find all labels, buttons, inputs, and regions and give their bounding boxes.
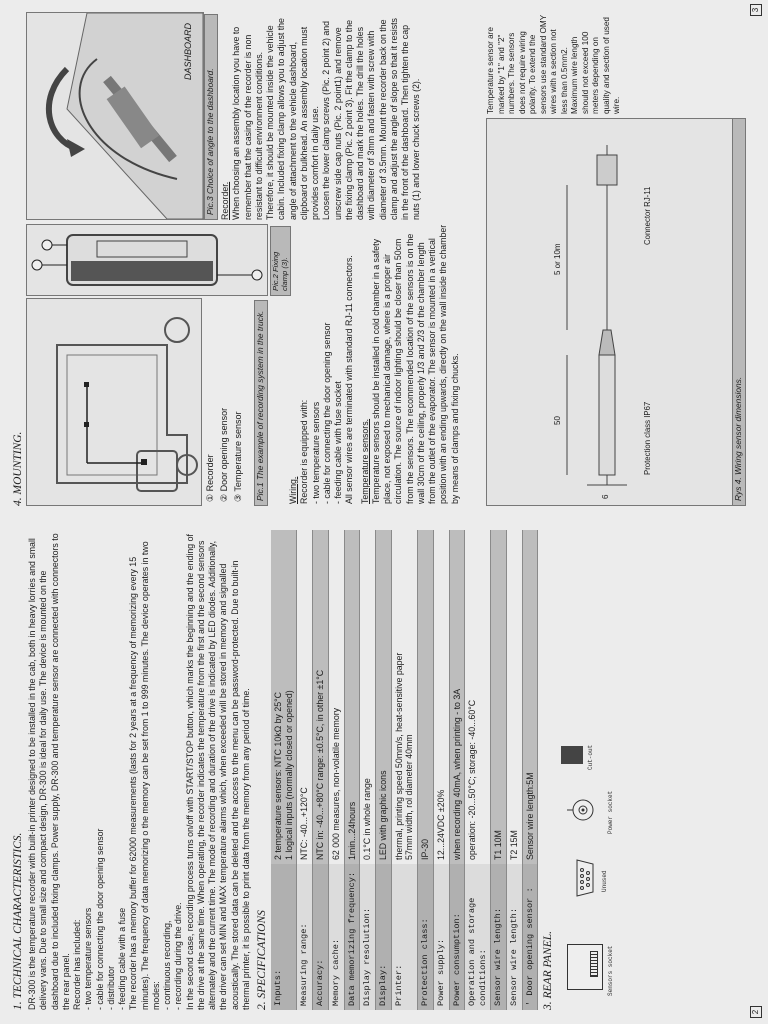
- spec-value: 0.1°C in whole range: [360, 530, 376, 864]
- power-socket-label: Power socket: [607, 790, 615, 834]
- technical-text: [27, 530, 252, 1010]
- legend-item: [232, 302, 246, 502]
- spec-row: [313, 530, 329, 1010]
- spec-value: Sensor wire length:5M: [522, 530, 538, 864]
- spec-key: Data memorizing frequency:: [344, 864, 360, 1010]
- spec-key: ' Door opening sensor :: [522, 864, 538, 1010]
- technical-paragraph: - recording during the drive.: [173, 902, 184, 1010]
- wiring-line: - two temperature sensors: [310, 401, 321, 504]
- spec-key: Protection class:: [418, 864, 434, 1010]
- clamp-figure: [26, 224, 268, 296]
- spec-key: Accuracy:: [313, 864, 329, 1010]
- technical-paragraph: Recorder has included:: [72, 919, 82, 1010]
- unused-label: Unused: [601, 870, 609, 892]
- legend-number: ①: [205, 493, 215, 502]
- wiring-line: All sensor wires are terminated with standard RJ-11 connectors.: [344, 255, 355, 504]
- legend-number: ②: [218, 493, 229, 502]
- technical-paragraph: The recorder has a memory buffer for 62000 measurements (lasts for 2 years at a frequency of memorizing every 15 minutes). The frequency of data memorizing o the memory can be set from 1 to 999 minutes. The device operates in two modes:: [128, 541, 161, 1010]
- wiring-line: - cable for connecting the door opening sensor: [321, 322, 332, 504]
- technical-paragraph: - feeding cable with a fuse: [117, 907, 127, 1010]
- spec-row: [271, 530, 297, 1010]
- temperature-sensors-heading: Temperature sensors.: [359, 418, 370, 504]
- spec-key: Power consumption:: [449, 864, 465, 1010]
- pic3-caption: Pic.3 Choice of angle to the dashboard.: [204, 14, 218, 220]
- spec-key: Measuring range:: [297, 864, 313, 1010]
- wiring-section: [288, 224, 461, 504]
- power-socket-icon: [565, 792, 601, 828]
- truck-figure: [26, 298, 202, 506]
- pic1-legend: [204, 302, 246, 502]
- legend-item: [204, 302, 218, 502]
- spec-row: [491, 530, 507, 1010]
- left-column: [8, 530, 760, 1010]
- recorder-heading: Recorder.: [220, 181, 230, 220]
- spec-row: [433, 530, 449, 1010]
- technical-heading: 1. TECHNICAL CHARACTERISTICS.: [12, 832, 24, 1010]
- spec-key: Memory cache:: [328, 864, 344, 1010]
- spec-value: LED with graphic icons: [376, 530, 392, 864]
- spec-key: Inputs:: [271, 864, 297, 1010]
- technical-paragraph: DR-300 is the temperature recorder with built-in printer designed to be installed in the cab, both in heavy lorries and small delivery vans. Due to small size and compact design, DR-300 is ideal for daily use. The device is mounted on the dashboard due to included fixing clamps. Power supply, DR-300 and temperature sensor are connected with connectors to the rear panel.: [27, 533, 71, 1010]
- specifications-table: [271, 530, 538, 1010]
- sensors-socket-label: Sensors socket: [607, 945, 615, 996]
- rear-panel-heading: 3. REAR PANEL.: [542, 930, 555, 1010]
- spec-key: Printer:: [391, 864, 417, 1010]
- technical-paragraph: - distributor: [105, 966, 116, 1010]
- spec-row: [376, 530, 392, 1010]
- spec-value: thermal, printing speed 50mm/s, heat-sensitive paper 57mm width, rol diameter 40mm: [391, 530, 417, 864]
- rear-panel-diagram: [557, 530, 627, 1010]
- spec-value: when recording 40mA, when printing - to 3A: [449, 530, 465, 864]
- spec-value: T2 15M: [507, 530, 523, 864]
- sensor-dimensions-figure: [486, 118, 746, 506]
- spec-key: Sensor wire length:: [491, 864, 507, 1010]
- spec-value: 62 000 measures, non-volatile memory: [328, 530, 344, 864]
- spec-value: 1min...24hours: [344, 530, 360, 864]
- spec-value: NTC in: -40...+80°C range: ±0.5°C, in other ±1°C: [313, 530, 329, 864]
- rys4-caption: Rys 4. Wiring sensor dimensions.: [732, 118, 746, 506]
- spec-row: [344, 530, 360, 1010]
- recorder-section: [220, 14, 482, 220]
- recorder-text: When choosing an assembly location you have to remember that the casing of the recorder is non resistant to difficult environment conditions. Therefore, it should be mounted inside the vehicle cabin. Included fixing clamp allows you to adjust the angle of attachment to the vehicle dashboard, clipboard or bulkhead. An assembly location must provides comfort in daily use. Loosen the lower clamp screws (Pic. 2 point 2) and unscrew side cap nuts (Pic. 2 point1) and remove the fixing clamp (Pic. 2 point 3). Fit the clamp to the dashboard and mark the holes. The drill the holes with diameter of 3mm and fasten with screw with diameter of 3.5mm. Mount the recorder back on the clamp and adjust the angle of slope so that it resists in the front of the dashboard. Then tighten the cap nuts (1) and lower chuck screws (2).: [231, 18, 422, 220]
- dim-wire-length: 5 or 10m: [553, 243, 562, 275]
- dim-50: 50: [553, 416, 562, 425]
- spec-value: T1 10M: [491, 530, 507, 864]
- legend-item: [218, 302, 232, 502]
- spec-value: operation: -20...50°C; storage: -40...60°C: [465, 530, 491, 864]
- technical-paragraph: - cable for connecting the door opening sensor: [94, 828, 105, 1010]
- spec-key: Display resolution:: [360, 864, 376, 1010]
- cut-out-icon: [561, 746, 583, 764]
- unused-connector-icon: [575, 858, 595, 898]
- wiring-line: Recorder is equipped with:: [299, 399, 310, 504]
- page-number-left: 2: [750, 1006, 762, 1018]
- cut-out-label: Cut-out: [587, 744, 595, 770]
- protection-class-label: Protection class IP67: [643, 401, 652, 475]
- dashboard-figure: [26, 12, 204, 220]
- spec-row: [391, 530, 417, 1010]
- spec-row: [360, 530, 376, 1010]
- spec-row: [297, 530, 313, 1010]
- wiring-heading: Wiring.: [288, 476, 298, 504]
- right-column: [8, 10, 760, 506]
- pic2-caption: Pic.2 Fixing clamp (3).: [270, 226, 291, 296]
- spec-row: [522, 530, 538, 1010]
- spec-row: [507, 530, 523, 1010]
- spec-row: [328, 530, 344, 1010]
- page-number-right: 3: [750, 4, 762, 16]
- technical-paragraph: In the second case, recording process turns on/off with START/STOP button, which marks the beginning and the ending of the drive at the same time. When operating, the recorder indicates the temperature from the first and the second sensors alternately and the current time. The mode of recording and duration of the drive is indicated by LED diodes. Additionally, the driver can set MIN and MAX temperature alarms which, when exceeded will be stored in memory and signalled acoustically. The stored data can be deleted and the access to the menu can be password-protected. Due to built-in thermal printer, it is possible to print data from the memory from any period of time.: [184, 534, 251, 1010]
- spec-value: 12...24VDC ±20%: [433, 530, 449, 864]
- spec-key: Sensor wire length:: [507, 864, 523, 1010]
- sensor-marking-note: Temperature sensor are marked by "1" and "2" numbers. The sensors does not require wiring polarity. To extend the sensors use standard OMY wires with a section not less than 0.5mm2. Maximum wire length should not exceed 100 meters depending on quality and section of used wire.: [486, 14, 621, 114]
- sensors-socket-icon: [567, 944, 603, 990]
- dim-6: 6: [601, 494, 610, 499]
- connector-label: Connector RJ-11: [643, 186, 652, 245]
- spec-value: 2 temperature sensors: NTC 10kΩ by 25°C 1 logical inputs (normally closed or opened): [271, 530, 297, 864]
- spec-value: IP-30: [418, 530, 434, 864]
- spec-row: [418, 530, 434, 1010]
- spec-key: Operation and storage conditions:: [465, 864, 491, 1010]
- legend-number: ③: [232, 493, 243, 502]
- wiring-line: - feeding cable with fuse socket: [333, 381, 343, 504]
- spec-row: [465, 530, 491, 1010]
- specifications-heading: 2. SPECIFICATIONS: [256, 910, 268, 1010]
- pic1-caption: Pic.1 The example of recording system in the truck.: [254, 300, 268, 506]
- spec-value: NTC: -40...+120°C: [297, 530, 313, 864]
- legend-label: Temperature sensor: [232, 411, 243, 492]
- dashboard-label: DASHBOARD: [183, 23, 193, 81]
- technical-paragraph: - continuous recording,: [162, 920, 172, 1010]
- legend-label: Door opening sensor: [218, 407, 229, 492]
- temperature-sensors-text: Temperature sensors should be installed in cold chamber in a safety place, not exposed to mechanical damage, where is a proper air circulation. The source of indoor lighting should be closer than 50cm from the sensors. The recommended location of the sensors is on the wall 30cm of the ceiling, properly 1/3 and 2/3 of the chamber length from the outlet of the evaporator. The sensor is mounted in a vertical position with an ending upwards, directly on the wall inside the chamber by means of clamps and fixing chucks.: [370, 224, 460, 504]
- technical-paragraph: - two temperature sensors: [83, 907, 94, 1010]
- legend-label: Recorder: [205, 454, 215, 492]
- spec-key: Display:: [376, 864, 392, 1010]
- mounting-heading: 4. MOUNTING.: [12, 431, 24, 506]
- spec-key: Power supply:: [433, 864, 449, 1010]
- spec-row: [449, 530, 465, 1010]
